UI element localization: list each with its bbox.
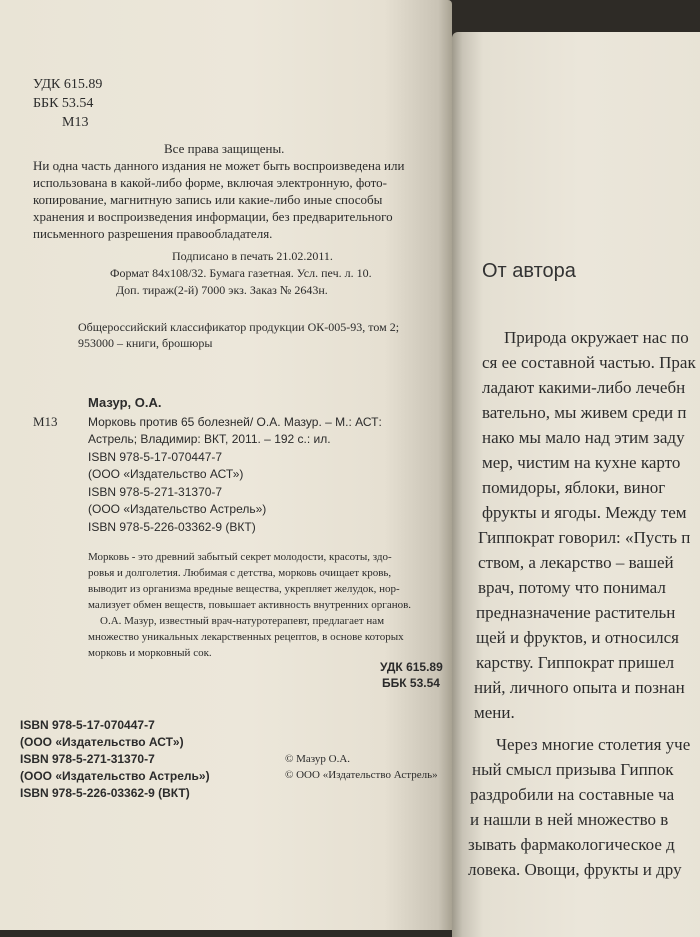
udk-code: УДК 615.89	[33, 77, 103, 92]
catalog-author: Мазур, О.А.	[88, 395, 162, 410]
rights-line: Ни одна часть данного издания не может быть воспроизведена или	[33, 158, 405, 173]
signed-date: Подписано в печать 21.02.2011.	[172, 249, 333, 263]
catalog-line: Морковь против 65 болезней/ О.А. Мазур. – М.: АСТ:	[88, 415, 382, 429]
annotation-line: выводит из организма вредные вещества, укрепляет желудок, нор-	[88, 583, 400, 595]
body-line: ловека. Овощи, фрукты и дру	[468, 860, 682, 879]
catalog-publisher: (ООО «Издательство Астрель»)	[88, 502, 267, 516]
catalog-publisher: (ООО «Издательство АСТ»)	[88, 467, 244, 481]
body-line: Через многие столетия уче	[496, 735, 691, 754]
isbn-line: ISBN 978-5-271-31370-7	[20, 752, 155, 766]
body-line: помидоры, яблоки, виног	[482, 478, 666, 497]
catalog-line: Астрель; Владимир: ВКТ, 2011. – 192 с.: ил.	[88, 432, 331, 446]
body-line: врач, потому что понимал	[478, 578, 666, 597]
isbn-line: ISBN 978-5-17-070447-7	[20, 718, 155, 732]
body-line: ный смысл призыва Гиппок	[472, 760, 674, 779]
body-line: раздробили на составные ча	[470, 785, 675, 804]
rights-line: хранения и воспроизведения информации, без предварительного	[33, 209, 393, 224]
copyright-publisher: © ООО «Издательство Астрель»	[285, 769, 438, 781]
classifier-line: 953000 – книги, брошюры	[78, 336, 213, 350]
body-line: зывать фармакологическое д	[468, 835, 675, 854]
chapter-heading: От автора	[482, 260, 576, 282]
body-line: мени.	[474, 703, 515, 722]
publisher-line: (ООО «Издательство Астрель»)	[20, 769, 210, 783]
body-line: предназначение растительн	[476, 603, 676, 622]
author-mark: М13	[62, 115, 89, 130]
body-line: нако мы мало над этим заду	[482, 428, 685, 447]
annotation-line: множество уникальных лекарственных рецептов, в основе которых	[88, 631, 404, 643]
catalog-isbn: ISBN 978-5-226-03362-9 (ВКТ)	[88, 520, 256, 534]
body-line: ся ее составной частью. Прак	[482, 353, 696, 372]
udk-code-bottom: УДК 615.89	[380, 660, 443, 674]
body-line: Гиппократ говорил: «Пусть п	[478, 528, 691, 547]
annotation-line: мализует обмен веществ, повышает активность внутренних органов.	[88, 599, 412, 611]
body-line: ладают какими-либо лечебн	[482, 378, 686, 397]
classifier-line: Общероссийский классификатор продукции ОК-005-93, том 2;	[78, 320, 400, 334]
catalog-code: М13	[33, 414, 58, 429]
catalog-isbn: ISBN 978-5-17-070447-7	[88, 450, 223, 464]
rights-line: копирование, магнитную запись или какие-либо иные способы	[33, 192, 383, 207]
body-line: Природа окружает нас по	[504, 328, 689, 347]
copyright-author: © Мазур О.А.	[285, 753, 351, 765]
body-line: карству. Гиппократ пришел	[476, 653, 675, 672]
body-line: фрукты и ягоды. Между тем	[482, 503, 687, 522]
isbn-line: ISBN 978-5-226-03362-9 (ВКТ)	[20, 786, 190, 800]
rights-line: письменного разрешения правообладателя.	[33, 226, 273, 241]
annotation-line: О.А. Мазур, известный врач-натуротерапевт, предлагает нам	[100, 615, 385, 627]
body-line: ством, а лекарство – вашей	[478, 553, 674, 572]
format-line: Формат 84x108/32. Бумага газетная. Усл. печ. л. 10.	[110, 266, 372, 280]
body-line: вательно, мы живем среди п	[482, 403, 687, 422]
body-line: ний, личного опыта и познан	[474, 678, 685, 697]
rights-line: использована в какой-либо форме, включая электронную, фото-	[33, 175, 387, 190]
rights-heading: Все права защищены.	[164, 141, 285, 156]
annotation-line: ровья и долголетия. Любимая с детства, морковь очищает кровь,	[88, 567, 392, 579]
body-line: мер, чистим на кухне карто	[482, 453, 681, 472]
bbk-code-bottom: ББК 53.54	[382, 676, 440, 690]
print-run-line: Доп. тираж(2-й) 7000 экз. Заказ № 2643н.	[116, 283, 328, 297]
body-line: и нашли в ней множество в	[470, 810, 669, 829]
bbk-code: ББК 53.54	[33, 96, 94, 111]
annotation-line: Морковь - это древний забытый секрет молодости, красоты, здо-	[88, 551, 392, 563]
annotation-line: морковь и морковный сок.	[88, 647, 212, 659]
right-page	[452, 32, 700, 937]
body-line: щей и фруктов, и относился	[476, 628, 679, 647]
catalog-isbn: ISBN 978-5-271-31370-7	[88, 485, 223, 499]
publisher-line: (ООО «Издательство АСТ»)	[20, 735, 184, 749]
